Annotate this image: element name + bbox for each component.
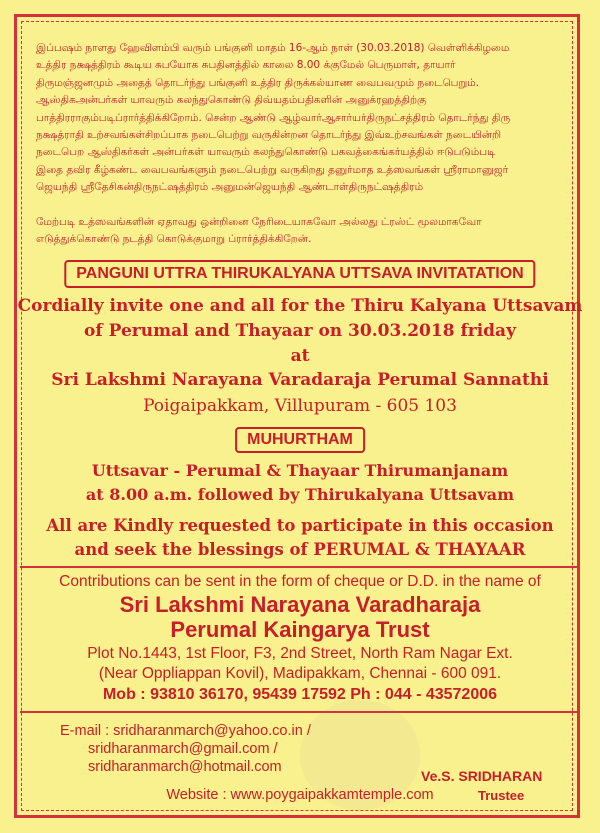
tamil-line: ஜெயந்தி ஸ்ரீதேசிகன்திருநட்ஷத்திரம் அனுமன்ஜெயந்தி ஆண்டாள்திருநட்ஷத்திரம் [36,181,424,194]
trust-address-line-1: Plot No.1443, 1st Floor, F3, 2nd Street, North Ram Nagar Ext. [87,645,513,662]
venue-address: Poigaipakkam, Villupuram - 605 103 [143,396,457,416]
signatory-title: Trustee [478,788,525,803]
tamil-line: மேற்படி உத்ஸவங்களின் ஏதாவது ஒன்றினை நேரிடையாகவோ அல்லது ட்ரஸ்ட் மூலமாகவோ [36,216,482,228]
muhurtham-line-1: Uttsavar - Perumal & Thayaar Thirumanjanam [91,461,509,480]
tamil-line: நக்ஷத்ராதி உற்சவங்கள்சிறப்பாக நடைபெற்று வருகின்றன தொடர்ந்து இவ்உற்சவங்கள் நடையின்றி [36,129,502,142]
tamil-line: எடுத்துக்கொண்டு நடத்தி கொடுக்குமாறு ப்ரார்த்திக்கிறேன். [36,233,312,246]
contribution-intro: Contributions can be sent in the form of cheque or D.D. in the name of [59,573,541,590]
trust-name-line-2: Perumal Kaingarya Trust [170,617,430,642]
phone-numbers: Mob : 93810 36170, 95439 17592 Ph : 044 - 43572006 [102,686,498,703]
muhurtham-line-2: at 8.00 a.m. followed by Thirukalyana Uttsavam [85,485,515,504]
trust-name-line-1: Sri Lakshmi Narayana Varadharaja [119,592,481,617]
invite-line-at: at [290,346,310,366]
request-line-1: All are Kindly requested to participate in this occasion [46,516,554,535]
invitation-banner: PANGUNI UTTRA THIRUKALYANA UTTSAVA INVITATATION [64,260,535,288]
tamil-paragraph-2 [36,214,566,249]
website: Website : www.poygaipakkamtemple.com [166,787,434,803]
tamil-paragraph-1 [36,40,566,197]
tamil-line: பாத்திரராகும்படிப்ரார்த்திக்கிறோம். சென்ற ஆண்டு ஆழ்வார்ஆசார்யர்திருநட்சத்திரம் தொடர்ந்து திரு [36,111,511,124]
tamil-line: இப்பஷம் நாளது ஹேவிளம்பி வரும் பங்குனி மாதம் 16-ஆம் நாள் (30.03.2018) வெள்ளிக்கிழமை [36,42,510,54]
email-line-3: sridharanmarch@hotmail.com [88,759,282,775]
invite-line-2: of Perumal and Thayaar on 30.03.2018 friday [84,321,516,341]
tamil-line: ஆஸ்திகஅன்பர்கள் யாவரும் கலந்துகொண்டு திவ்யதம்பதிகளின் அனுக்ரஹத்திற்கு [36,94,427,107]
section-divider [20,711,580,713]
tamil-line: நடைபெற ஆஸ்திகர்கள் அன்பர்கள் யாவரும் கலந்துகொண்டு பகவத்கைங்கர்யத்தில் ஈடுபடும்படி [36,146,496,159]
venue-name: Sri Lakshmi Narayana Varadaraja Perumal Sannathi [51,370,549,390]
email-line-1: E-mail : sridharanmarch@yahoo.co.in / [60,723,311,739]
request-line-2: and seek the blessings of PERUMAL & THAYAAR [74,540,526,559]
tamil-line: இதை தவிர கீழ்கண்ட வைபவங்களும் நடைபெற்று வருகிறது தனுர்மாத உத்ஸவங்கள் ஸ்ரீராமானுஜர் [36,163,509,176]
trust-address-line-2: (Near Oppliappan Kovil), Madipakkam, Chennai - 600 091. [98,665,502,682]
signatory-name: Ve.S. SRIDHARAN [421,768,543,784]
invite-line-1: Cordially invite one and all for the Thiru Kalyana Uttsavam [17,296,583,316]
email-line-2: sridharanmarch@gmail.com / [88,741,278,757]
muhurtham-banner: MUHURTHAM [235,427,365,453]
section-divider [20,566,580,568]
tamil-line: திருமஞ்ஜனமும் அதைத் தொடர்ந்து பங்குனி உத்திர திருக்கல்யாண வைபவமும் நடைபெறும். [36,76,480,89]
tamil-line: உத்திர நக்ஷத்திரம் கூடிய சுபயோக சுபதினத்தில் காலை 8.00 க்குமேல் பெருமாள், தாயார் [36,59,456,72]
